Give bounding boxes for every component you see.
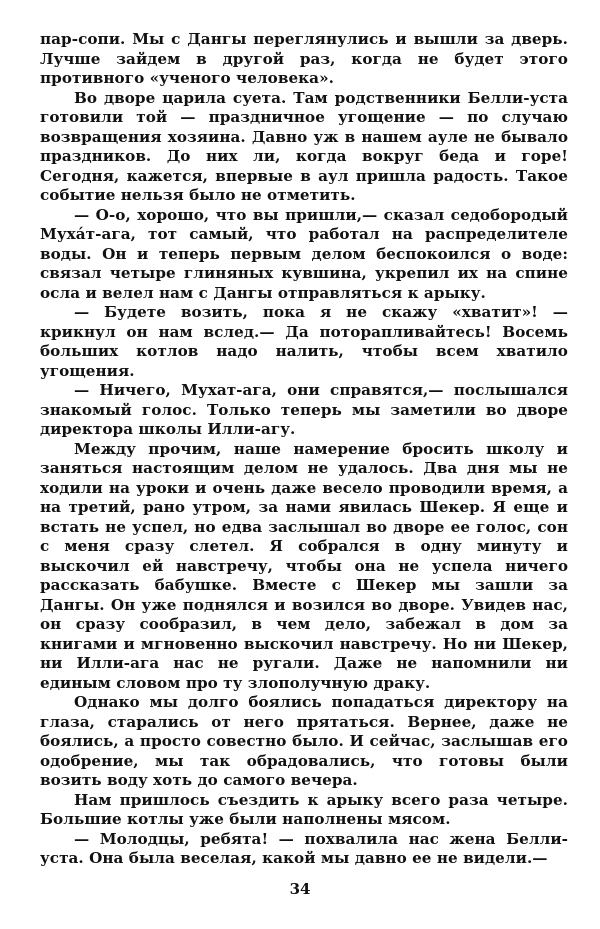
paragraph: Во дворе царила суета. Там родственники Белли-уста готовили той — праздничное угощение — по случаю возвращения хозяина. Давно уж в нашем ауле не бывало праздников. До них ли, когда вокруг беда и горе! Сегодня, кажется, впервые в аул пришла радость. Такое событие нельзя было не отметить. xyxy=(40,88,568,204)
paragraph: — Ничего, Мухат-ага, они справятся,— послышался знакомый голос. Только теперь мы заметили во дворе директора школы Илли-агу. xyxy=(40,381,568,438)
paragraph: — О-о, хорошо, что вы пришли,— сказал седобородый Мухáт-ага, тот самый, что работал на распределителе воды. Он и теперь первым делом беспокоился о воде: связал четыре глиняных кувшина, укрепил их на спине осла и велел нам с Дангы отправляться к арыку. xyxy=(40,205,568,302)
paragraph: Нам пришлось съездить к арыку всего раза четыре. Большие котлы уже были наполнены мясом. xyxy=(40,790,568,828)
paragraph: пар-сопи. Мы с Дангы переглянулись и вышли за дверь. Лучше зайдем в другой раз, когда не будет этого противного «ученого человека». xyxy=(40,30,568,87)
paragraph: Между прочим, наше намерение бросить школу и заняться настоящим делом не удалось. Два дня мы не ходили на уроки и очень даже весело проводили время, а на третий, рано утром, за нами явилась Шекер. Я еще и встать не успел, но едва заслышал во дворе ее голос, сон с меня сразу слетел. Я собрался в одну минуту и выскочил ей навстречу, чтобы она не успела ничего рассказать бабушке. Вместе с Шекер мы зашли за Дангы. Он уже поднялся и возился во дворе. Увидев нас, он сразу сообразил, в чем дело, забежал в дом за книгами и мгновенно выскочил навстречу. Но ни Шекер, ни Илли-ага нас не ругали. Даже не напомнили ни единым словом про ту злополучную драку. xyxy=(40,439,568,692)
paragraph: Однако мы долго боялись попадаться директору на глаза, старались от него прятаться. Вернее, даже не боялись, а просто совестно было. И сейчас, заслышав его одобрение, мы так обрадовались, что готовы были возить воду хоть до самого вечера. xyxy=(40,693,568,789)
page-text xyxy=(40,30,568,869)
paragraph: — Будете возить, пока я не скажу «хватит»! — крикнул он нам вслед.— Да поторапливайтесь! Восемь больших котлов надо налить, чтобы всем хватило угощения. xyxy=(40,303,568,380)
paragraph: — Молодцы, ребята! — похвалила нас жена Белли-уста. Она была веселая, какой мы давно ее не видели.— xyxy=(40,829,568,867)
page-number: 34 xyxy=(289,880,311,898)
